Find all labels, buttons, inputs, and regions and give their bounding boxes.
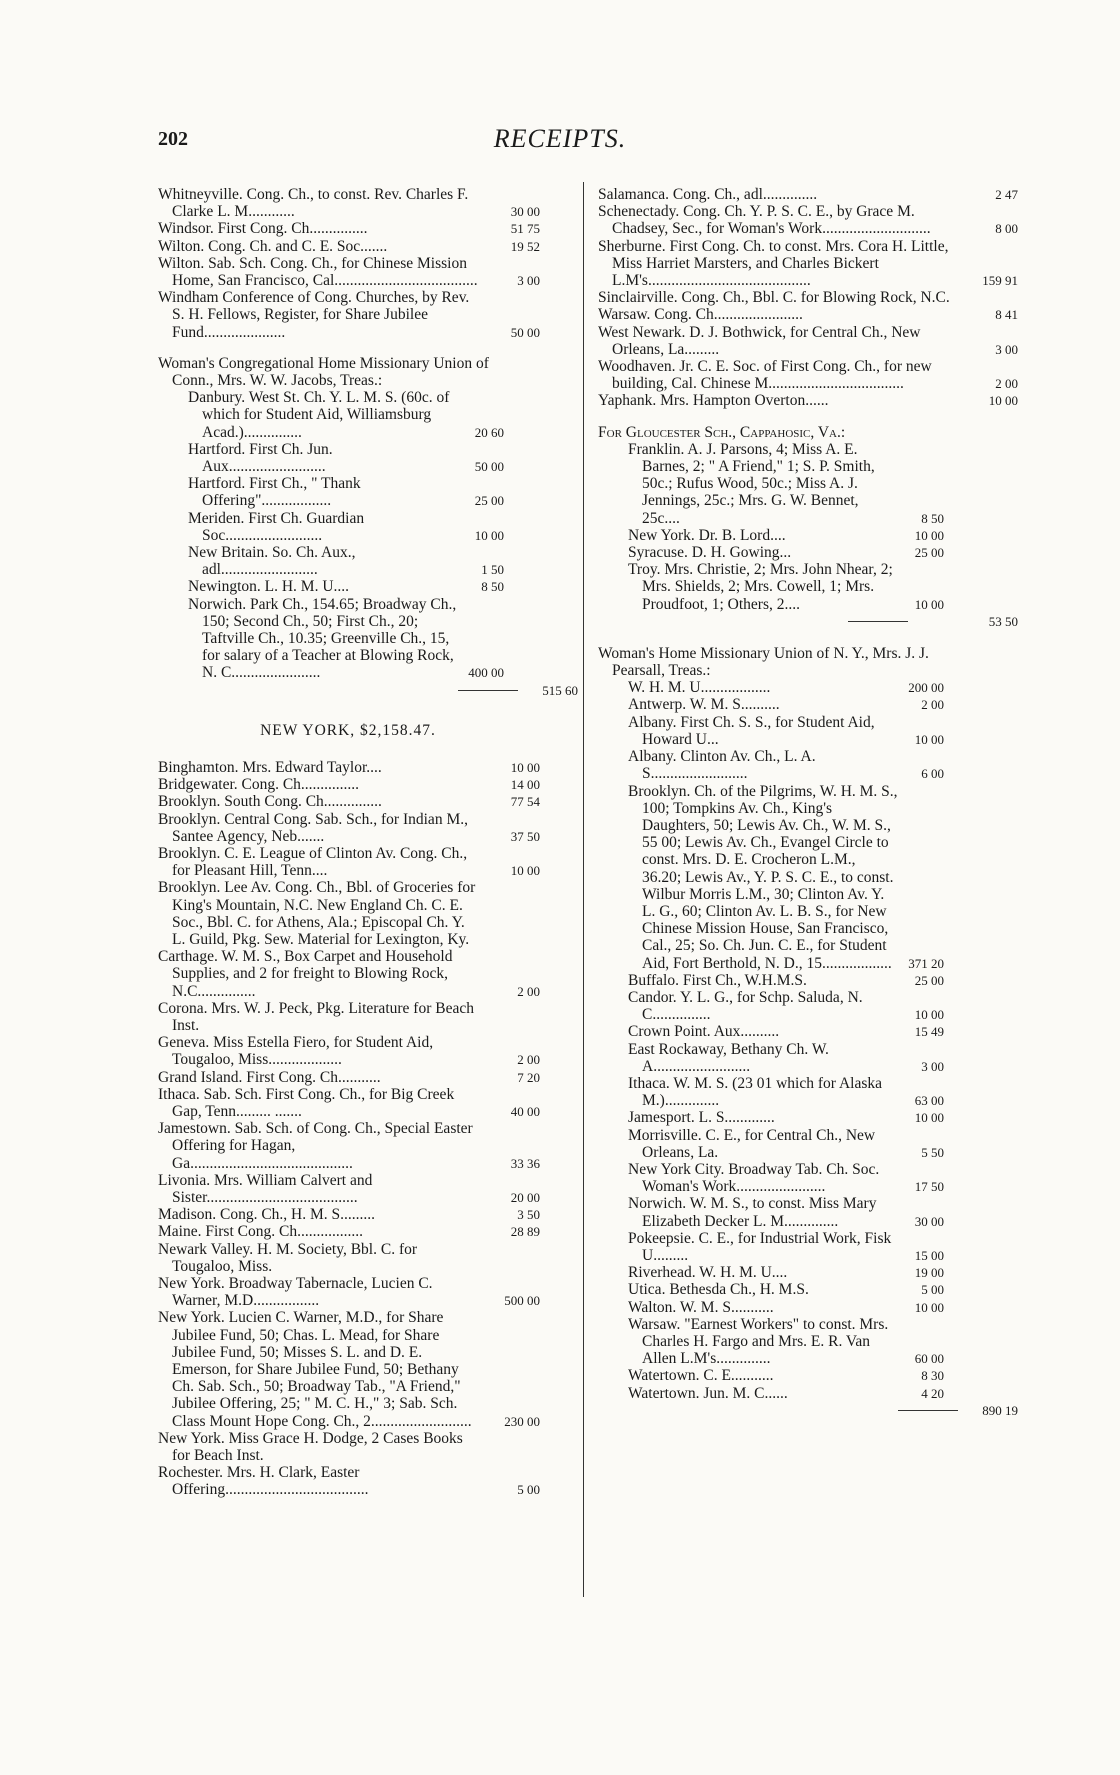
entry-text: Brooklyn. South Cong. Ch...............: [158, 793, 382, 811]
receipt-entry: [158, 289, 578, 341]
receipt-entry: [188, 510, 578, 544]
entry-text: Watertown. Jun. M. C......: [628, 1384, 788, 1402]
entry-text: Albany. Clinton Av. Ch., L. A. S.........................: [628, 748, 816, 783]
receipt-entry: [628, 748, 1018, 782]
entry-text: Utica. Bethesda Ch., H. M.S.: [628, 1281, 809, 1299]
entry-text: New York. Miss Grace H. Dodge, 2 Cases Books for Beach Inst.: [158, 1429, 463, 1465]
group-heading: Woman's Congregational Home Missionary Union of Conn., Mrs. W. W. Jacobs, Treas.:: [158, 354, 489, 390]
receipt-entry: [628, 527, 1018, 544]
receipt-entry: [628, 1041, 1018, 1075]
entry-amount: 30 00: [914, 1213, 944, 1229]
entry-text: Sherburne. First Cong. Ch. to const. Mrs. Cora H. Little, Miss Harriet Marsters, and Charles Bickert L.M's..........................................: [598, 237, 949, 290]
womans-union-ny: [598, 645, 1018, 1420]
entry-amount: 2 47: [995, 187, 1018, 202]
entry-text: W. H. M. U..................: [628, 679, 771, 697]
entry-text: Livonia. Mrs. William Calvert and Sister.......................................: [158, 1171, 373, 1206]
entry-text: Franklin. A. J. Parsons, 4; Miss A. E. Barnes, 2; " A Friend," 1; S. P. Smith, 50c.; Rufus Wood, 50c.; Miss A. J. Jennings, 25c.; Mrs. G. W. Bennet, 25c....: [628, 440, 875, 527]
group-items: [598, 679, 1018, 1402]
entry-text: Antwerp. W. M. S..........: [628, 696, 780, 714]
entry-amount: 3 50: [517, 1207, 540, 1223]
receipt-entry: [628, 972, 1018, 989]
receipt-entry: [628, 783, 1018, 972]
entry-text: Windham Conference of Cong. Churches, by Rev. S. H. Fellows, Register, for Share Jubilee Fund.....................: [158, 289, 470, 341]
receipt-entry: [158, 1206, 578, 1223]
receipt-entry: [598, 289, 1018, 306]
entry-text: Norwich. Park Ch., 154.65; Broadway Ch., 150; Second Ch., 50; First Ch., 20; Taftville Ch., 10.35; Greenville Ch., 15, for salary of a Teacher at Blowing Rock, N. C.......................: [188, 595, 457, 682]
entry-text: Grand Island. First Cong. Ch...........: [158, 1068, 381, 1086]
receipt-entry: [628, 1385, 1018, 1402]
receipt-entry: [158, 1223, 578, 1240]
entry-amount: 17 50: [914, 1179, 944, 1195]
entry-amount: 8 50: [921, 510, 944, 526]
receipt-entry: [628, 1264, 1018, 1281]
receipt-entry: [628, 989, 1018, 1023]
entry-text: Jamesport. L. S.............: [628, 1109, 775, 1127]
receipt-entry: [628, 1316, 1018, 1368]
receipt-entry: [158, 1069, 578, 1086]
entry-amount: 10 00: [510, 759, 540, 775]
entry-text: Windsor. First Cong. Ch...............: [158, 220, 368, 238]
entry-text: Ithaca. Sab. Sch. First Cong. Ch., for Big Creek Gap, Tenn......... .......: [158, 1085, 455, 1120]
entry-text: Hartford. First Ch. Jun. Aux.........................: [188, 440, 333, 476]
receipt-entry: [158, 1000, 578, 1034]
receipt-entry: [188, 544, 578, 578]
entry-text: Newington. L. H. M. U....: [188, 578, 350, 596]
entry-text: Syracuse. D. H. Gowing...: [628, 544, 792, 562]
entry-amount: 3 00: [517, 273, 540, 289]
entry-amount: 5 00: [921, 1282, 944, 1298]
entry-text: Jamestown. Sab. Sch. of Cong. Ch., Special Easter Offering for Hagan, Ga..........................................: [158, 1120, 473, 1172]
receipt-entry: [628, 1195, 1018, 1229]
entry-text: Newark Valley. H. M. Society, Bbl. C. for Tougaloo, Miss.: [158, 1240, 418, 1275]
receipt-entry: [158, 948, 578, 1000]
entry-amount: 500 00: [504, 1293, 540, 1309]
receipt-entry: [158, 1241, 578, 1275]
entry-amount: 2 00: [921, 697, 944, 713]
entry-text: Brooklyn. Central Cong. Sab. Sch., for Indian M., Santee Agency, Neb.......: [158, 810, 468, 845]
entry-text: Schenectady. Cong. Ch. Y. P. S. C. E., by Grace M. Chadsey, Sec., for Woman's Work............................: [598, 203, 931, 238]
receipt-entry: [158, 811, 578, 845]
entry-amount: 10 00: [914, 1007, 944, 1023]
group-heading: Woman's Home Missionary Union of N. Y., Mrs. J. J. Pearsall, Treas.:: [598, 644, 929, 680]
entry-amount: 77 54: [510, 794, 540, 810]
entry-amount: 25 00: [914, 545, 944, 561]
entry-amount: 15 00: [914, 1247, 944, 1263]
receipt-entry: [158, 1034, 578, 1068]
gloucester-group: [598, 424, 1018, 631]
entry-amount: 19 52: [510, 238, 540, 254]
group-heading: For Gloucester Sch., Cappahosic, Va.:: [598, 423, 846, 441]
entry-amount: 2 00: [517, 1052, 540, 1068]
entry-text: East Rockaway, Bethany Ch. W. A.........................: [628, 1040, 829, 1075]
entry-amount: 33 36: [510, 1155, 540, 1171]
entry-text: Geneva. Miss Estella Fiero, for Student Aid, Tougaloo, Miss...................: [158, 1034, 434, 1069]
entry-text: Crown Point. Aux..........: [628, 1023, 780, 1041]
receipt-entry: [598, 186, 1018, 203]
receipt-entry: [188, 578, 578, 595]
entry-text: Wilton. Cong. Ch. and C. E. Soc.......: [158, 237, 388, 255]
entry-amount: 7 20: [517, 1069, 540, 1085]
entry-amount: 3 00: [921, 1058, 944, 1074]
receipt-entry: [158, 1086, 578, 1120]
entry-text: Walton. W. M. S...........: [628, 1298, 774, 1316]
entry-text: Norwich. W. M. S., to const. Miss Mary Elizabeth Decker L. M..............: [628, 1195, 877, 1230]
entry-text: Candor. Y. L. G., for Schp. Saluda, N. C...............: [628, 988, 863, 1024]
receipt-entry: [158, 255, 578, 289]
womans-union-conn: [158, 355, 578, 700]
entry-amount: 5 50: [921, 1144, 944, 1160]
receipt-entry: [628, 441, 1018, 527]
entry-amount: 19 00: [914, 1265, 944, 1281]
entry-text: Albany. First Ch. S. S., for Student Aid, Howard U...: [628, 713, 875, 748]
entry-amount: 14 00: [510, 777, 540, 793]
entry-amount: 371 20: [908, 955, 944, 971]
receipt-entry: [158, 1309, 578, 1429]
entry-amount: 1 50: [481, 562, 504, 578]
receipt-entry: [628, 696, 1018, 713]
column-divider: [583, 182, 584, 1597]
entry-amount: 8 41: [995, 307, 1018, 323]
receipt-entry: [598, 306, 1018, 323]
receipt-entry: [188, 596, 578, 682]
receipt-entry: [628, 1281, 1018, 1298]
entry-text: Whitneyville. Cong. Ch., to const. Rev. Charles F. Clarke L. M............: [158, 186, 469, 221]
entry-text: Watertown. C. E...........: [628, 1367, 774, 1385]
receipt-entry: [628, 1230, 1018, 1264]
receipt-entry: [158, 793, 578, 810]
entry-text: Warsaw. "Earnest Workers" to const. Mrs. Charles H. Fargo and Mrs. E. R. Van Allen L.M's..............: [628, 1315, 889, 1368]
entry-amount: 8 30: [921, 1368, 944, 1384]
entry-amount: 8 50: [481, 579, 504, 595]
entry-text: Yaphank. Mrs. Hampton Overton......: [598, 392, 829, 410]
entry-text: Meriden. First Ch. Guardian Soc.........................: [188, 509, 365, 544]
entry-text: Madison. Cong. Ch., H. M. S.........: [158, 1206, 376, 1224]
entry-amount: 20 60: [474, 424, 504, 440]
receipt-entry: [158, 1464, 578, 1498]
entry-text: Riverhead. W. H. M. U....: [628, 1264, 788, 1282]
entry-text: Morrisville. C. E., for Central Ch., New Orleans, La.: [628, 1126, 876, 1161]
entry-amount: 10 00: [988, 393, 1018, 409]
entry-text: New Britain. So. Ch. Aux., adl.........................: [188, 544, 356, 579]
receipt-entry: [598, 238, 1018, 290]
entry-amount: 10 00: [914, 1110, 944, 1126]
entry-amount: 20 00: [510, 1189, 540, 1205]
group-items: [598, 441, 1018, 613]
right-top-entries: [598, 186, 1018, 410]
receipt-entry: [598, 392, 1018, 409]
entry-text: Warsaw. Cong. Ch.......................: [598, 306, 803, 324]
entry-amount: 10 00: [474, 527, 504, 543]
entry-text: Brooklyn. Lee Av. Cong. Ch., Bbl. of Groceries for King's Mountain, N.C. New England Ch. C. E. Soc., Bbl. C. for Athens, Ala.; Episcopal Ch. Y. L. Guild, Pkg. Sew. Material for Lexington, Ky.: [158, 879, 476, 948]
entry-text: Brooklyn. Ch. of the Pilgrims, W. H. M. S., 100; Tompkins Av. Ch., King's Daughters, 50; Lewis Av. Ch., W. M. S., 55 00; Lewis Av. Ch., Evangel Circle to const. Mrs. D. E. Crocheron L.M., 36.20; Lewis Av., Y. P. S. C. E., to const. Wilbur Morris L.M., 30; Clinton Av. Y. L. G., 60; Clinton Av. L. B. S., for New Chinese Mission House, San Francisco, Cal., 25; So. Ch. Jun. C. E., for Student Aid, Fort Berthold, N. D., 15..................: [628, 782, 898, 972]
entry-text: New York. Dr. B. Lord....: [628, 526, 786, 544]
receipt-entry: [158, 845, 578, 879]
entry-text: Hartford. First Ch., " Thank Offering"..................: [188, 475, 361, 510]
entry-amount: 8 00: [995, 221, 1018, 237]
entry-amount: 25 00: [914, 972, 944, 988]
running-head: RECEIPTS.: [493, 124, 627, 153]
entry-amount: 200 00: [908, 680, 944, 696]
receipt-entry: [628, 1075, 1018, 1109]
entry-amount: 10 00: [914, 527, 944, 543]
entry-text: Pokeepsie. C. E., for Industrial Work, Fisk U.........: [628, 1229, 892, 1264]
entry-text: Corona. Mrs. W. J. Peck, Pkg. Literature for Beach Inst.: [158, 999, 474, 1034]
entry-text: Woodhaven. Jr. C. E. Soc. of First Cong. Ch., for new building, Cal. Chinese M...................................: [598, 358, 932, 393]
entry-text: Salamanca. Cong. Ch., adl..............: [598, 186, 818, 203]
receipt-entry: [188, 441, 578, 475]
receipt-entry: [158, 238, 578, 255]
receipt-entry: [158, 879, 578, 948]
entry-amount: 3 00: [995, 341, 1018, 357]
entry-text: Wilton. Sab. Sch. Cong. Ch., for Chinese Mission Home, San Francisco, Cal.....................................: [158, 254, 478, 290]
entry-text: New York City. Broadway Tab. Ch. Soc. Woman's Work.......................: [628, 1160, 880, 1196]
entry-amount: 51 75: [510, 221, 540, 237]
entry-text: Danbury. West St. Ch. Y. L. M. S. (60c. of which for Student Aid, Williamsburg Acad.)...............: [188, 389, 450, 441]
receipt-entry: [158, 1275, 578, 1309]
receipt-entry: [628, 714, 1018, 748]
state-heading: NEW YORK, $2,158.47.: [260, 721, 436, 739]
entry-amount: 10 00: [914, 1299, 944, 1315]
receipt-entry: [158, 1430, 578, 1464]
entry-amount: 63 00: [914, 1093, 944, 1109]
group-items: [158, 389, 578, 681]
entry-amount: 10 00: [914, 731, 944, 747]
entry-text: New York. Lucien C. Warner, M.D., for Share Jubilee Fund, 50; Chas. L. Mead, for Share Jubilee Fund, 50; Misses S. L. and D. E. Emerson, for Share Jubilee Fund, 50; Bethany Ch. Sab. Sch., 50; Broadway Tab., "A Friend," Jubilee Offering, 25; " M. C. H.," 3; Sab. Sch. Class Mount Hope Cong. Ch., 2..........................: [158, 1309, 472, 1430]
receipt-entry: [158, 1172, 578, 1206]
entry-text: Ithaca. W. M. S. (23 01 which for Alaska M.)..............: [628, 1074, 882, 1110]
receipt-entry: [628, 1023, 1018, 1040]
entry-text: Bridgewater. Cong. Ch...............: [158, 776, 360, 794]
receipt-entry: [598, 203, 1018, 237]
entry-text: New York. Broadway Tabernacle, Lucien C. Warner, M.D.................: [158, 1274, 433, 1310]
entry-text: Brooklyn. C. E. League of Clinton Av. Cong. Ch., for Pleasant Hill, Tenn....: [158, 844, 468, 880]
entry-amount: 28 89: [510, 1224, 540, 1240]
left-column: [158, 186, 578, 1499]
receipt-entry: [628, 679, 1018, 696]
entry-text: Carthage. W. M. S., Box Carpet and Household Supplies, and 2 for freight to Blowing Rock, N.C...............: [158, 948, 453, 1000]
entry-amount: 10 00: [914, 596, 944, 612]
entry-amount: 2 00: [517, 983, 540, 999]
receipt-entry: [628, 544, 1018, 561]
receipt-entry: [628, 1109, 1018, 1126]
entry-amount: 37 50: [510, 828, 540, 844]
receipt-entry: [158, 776, 578, 793]
entry-text: Rochester. Mrs. H. Clark, Easter Offering.....................................: [158, 1464, 369, 1499]
entry-amount: 25 00: [474, 493, 504, 509]
new-york-entries: [158, 759, 578, 1499]
right-column: [598, 186, 1018, 1420]
receipt-entry: [158, 220, 578, 237]
entry-text: Maine. First Cong. Ch.................: [158, 1223, 363, 1241]
receipt-entry: [158, 759, 578, 776]
entry-amount: 4 20: [921, 1385, 944, 1401]
receipt-entry: [628, 1299, 1018, 1316]
group-total: 53 50: [598, 613, 1018, 631]
receipt-entry: [188, 475, 578, 509]
entry-amount: 230 00: [504, 1413, 540, 1429]
receipt-entry: [158, 186, 578, 220]
receipt-entry: [628, 1127, 1018, 1161]
receipt-entry: [188, 389, 578, 441]
entry-text: West Newark. D. J. Bothwick, for Central Ch., New Orleans, La.........: [598, 323, 921, 358]
entry-amount: 30 00: [510, 204, 540, 220]
entry-amount: 400 00: [468, 665, 504, 681]
receipt-entry: [598, 324, 1018, 358]
entry-amount: 50 00: [510, 324, 540, 340]
entry-amount: 60 00: [914, 1351, 944, 1367]
receipt-entry: [598, 358, 1018, 392]
page-number: 202: [158, 128, 188, 150]
entry-text: Sinclairville. Cong. Ch., Bbl. C. for Blowing Rock, N.C.: [598, 289, 950, 307]
entry-amount: 50 00: [474, 459, 504, 475]
entry-text: Buffalo. First Ch., W.H.M.S.: [628, 971, 807, 989]
receipt-entry: [628, 1161, 1018, 1195]
receipt-entry: [628, 1367, 1018, 1384]
entry-amount: 6 00: [921, 766, 944, 782]
entry-amount: 5 00: [517, 1482, 540, 1498]
receipt-entry: [158, 1120, 578, 1172]
entry-amount: 2 00: [995, 376, 1018, 392]
receipt-entry: [628, 561, 1018, 613]
entry-amount: 15 49: [914, 1024, 944, 1040]
entry-amount: 159 91: [982, 273, 1018, 289]
left-top-entries: [158, 186, 578, 341]
entry-text: Binghamton. Mrs. Edward Taylor....: [158, 758, 382, 776]
entry-amount: 40 00: [510, 1103, 540, 1119]
entry-text: Troy. Mrs. Christie, 2; Mrs. John Nhear, 2; Mrs. Shields, 2; Mrs. Cowell, 1; Mrs. Proudfoot, 1; Others, 2....: [628, 561, 893, 613]
group-total: 515 60: [158, 682, 578, 700]
entry-amount: 10 00: [510, 863, 540, 879]
group-total: 890 19: [598, 1402, 1018, 1420]
